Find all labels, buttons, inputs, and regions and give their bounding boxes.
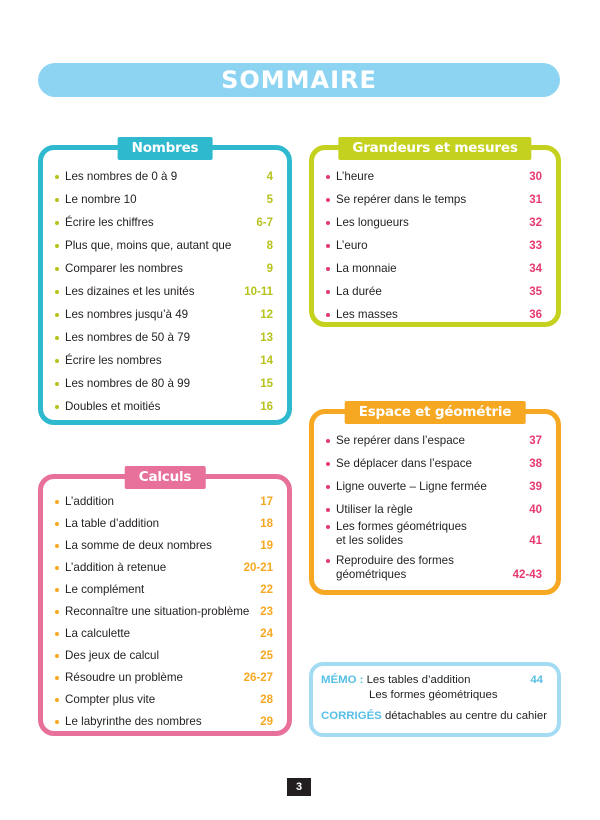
toc-item[interactable]: Résoudre un problème 26-27 bbox=[55, 671, 273, 685]
section-title-nombres: Nombres bbox=[118, 137, 213, 160]
memo-line2[interactable]: Les formes géométriques bbox=[369, 689, 498, 701]
memo-box bbox=[309, 662, 561, 737]
memo-label: MÉMO : bbox=[321, 674, 364, 686]
toc-item[interactable]: L’addition 17 bbox=[55, 495, 273, 509]
sommaire-banner bbox=[38, 63, 560, 97]
toc-item[interactable]: Les dizaines et les unités 10-11 bbox=[55, 285, 273, 299]
toc-item[interactable]: La table d’addition 18 bbox=[55, 517, 273, 531]
section-title-calculs: Calculs bbox=[125, 466, 206, 489]
toc-item[interactable]: Les formes géométriques et les solides 41 bbox=[326, 520, 542, 548]
toc-item[interactable]: Ligne ouverte – Ligne fermée 39 bbox=[326, 480, 542, 494]
page-title: SOMMAIRE bbox=[221, 66, 377, 94]
toc-item[interactable]: Le nombre 10 5 bbox=[55, 193, 273, 207]
toc-item[interactable]: Écrire les nombres 14 bbox=[55, 354, 273, 368]
toc-item[interactable]: L’heure 30 bbox=[326, 170, 542, 184]
section-nombres bbox=[38, 140, 292, 425]
memo-line1[interactable]: Les tables d’addition bbox=[366, 674, 471, 686]
section-title-espace: Espace et géométrie bbox=[345, 401, 526, 424]
toc-item[interactable]: Utiliser la règle 40 bbox=[326, 503, 542, 517]
toc-item[interactable]: La calculette 24 bbox=[55, 627, 273, 641]
toc-item[interactable]: Doubles et moitiés 16 bbox=[55, 400, 273, 414]
memo-page: 44 bbox=[530, 674, 543, 686]
page-number: 3 bbox=[287, 778, 311, 796]
toc-item[interactable]: Les masses 36 bbox=[326, 308, 542, 322]
section-grandeurs bbox=[309, 140, 561, 327]
toc-item[interactable]: La somme de deux nombres 19 bbox=[55, 539, 273, 553]
toc-item[interactable]: Compter plus vite 28 bbox=[55, 693, 273, 707]
toc-item[interactable]: La durée 35 bbox=[326, 285, 542, 299]
toc-item[interactable]: L’addition à retenue 20-21 bbox=[55, 561, 273, 575]
toc-item[interactable]: Plus que, moins que, autant que 8 bbox=[55, 239, 273, 253]
toc-item[interactable]: Comparer les nombres 9 bbox=[55, 262, 273, 276]
toc-item[interactable]: Reconnaître une situation-problème 23 bbox=[55, 605, 273, 619]
toc-item[interactable]: Des jeux de calcul 25 bbox=[55, 649, 273, 663]
corriges-text: détachables au centre du cahier bbox=[384, 710, 548, 722]
toc-item[interactable]: Écrire les chiffres 6-7 bbox=[55, 216, 273, 230]
toc-item[interactable]: Se repérer dans l’espace 37 bbox=[326, 434, 542, 448]
toc-item[interactable]: Les nombres de 50 à 79 13 bbox=[55, 331, 273, 345]
toc-item[interactable]: Le complément 22 bbox=[55, 583, 273, 597]
section-title-grandeurs: Grandeurs et mesures bbox=[338, 137, 531, 160]
toc-item[interactable]: Le labyrinthe des nombres 29 bbox=[55, 715, 273, 729]
toc-item[interactable]: Les nombres de 0 à 9 4 bbox=[55, 170, 273, 184]
toc-item[interactable]: L’euro 33 bbox=[326, 239, 542, 253]
toc-item[interactable]: Se repérer dans le temps 31 bbox=[326, 193, 542, 207]
toc-item[interactable]: La monnaie 34 bbox=[326, 262, 542, 276]
toc-item[interactable]: Les nombres de 80 à 99 15 bbox=[55, 377, 273, 391]
toc-item[interactable]: Les longueurs 32 bbox=[326, 216, 542, 230]
toc-item[interactable]: Reproduire des formes géométriques 42-43 bbox=[326, 554, 542, 582]
section-calculs bbox=[38, 469, 292, 736]
section-espace bbox=[309, 404, 561, 595]
corriges-label: CORRIGÉS bbox=[321, 710, 382, 722]
toc-item[interactable]: Les nombres jusqu’à 49 12 bbox=[55, 308, 273, 322]
toc-item[interactable]: Se déplacer dans l’espace 38 bbox=[326, 457, 542, 471]
